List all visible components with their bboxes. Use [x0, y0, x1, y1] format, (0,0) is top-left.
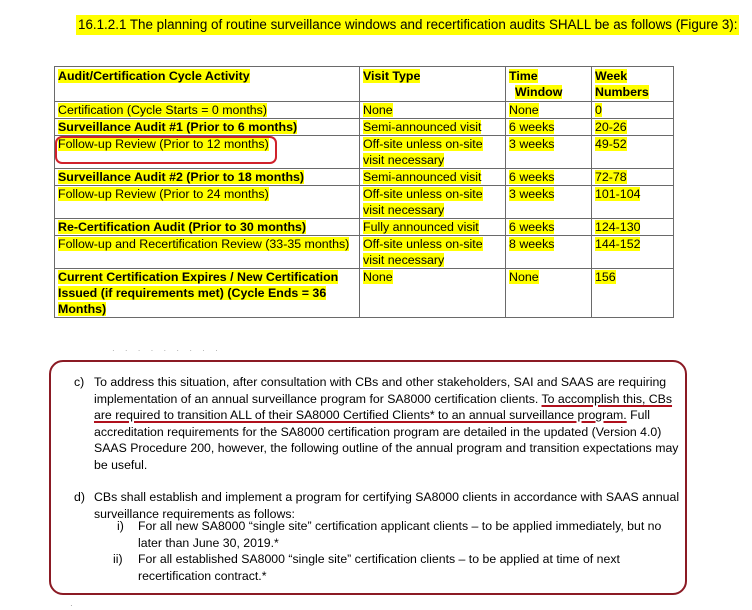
cell-activity: Follow-up and Recertification Review (33-35 months)	[55, 236, 360, 269]
cell-week-numbers: 72-78	[592, 169, 674, 186]
cell-activity: Re-Certification Audit (Prior to 30 months)	[55, 219, 360, 236]
section-heading: 16.1.2.1 The planning of routine surveillance windows and recertification audits SHALL be as follows (Figure 3):	[76, 15, 739, 35]
cell-time-window: 8 weeks	[506, 236, 592, 269]
cell-activity: Surveillance Audit #2 (Prior to 18 months)	[55, 169, 360, 186]
follow-up-annotation-circle	[55, 136, 277, 164]
item-c-label: c)	[74, 375, 85, 389]
item-i-label: i)	[117, 519, 124, 533]
item-c-text: To address this situation, after consultation with CBs and other stakeholders, SAI and SAAS are requiring implementation of an annual surveillance program for SA8000 certification clients. To accomplish this, CBs are required to transition ALL of their SA8000 Certified Clients* to an annual surveillance program. Full accreditation requirements for the SA8000 certification program are detailed in the updated (Version 4.0) SAAS Procedure 200, however, the following outline of the annual program and transition expectations may be useful.	[94, 375, 679, 472]
cell-activity: Current Certification Expires / New Certification Issued (if requirements met) (Cycle Ends = 36 Months)	[55, 269, 360, 318]
cell-time-window: 3 weeks	[506, 136, 592, 169]
item-d-label: d)	[74, 490, 85, 504]
table-row	[55, 269, 674, 318]
cell-visit-type: Off-site unless on-site visit necessary	[360, 236, 506, 269]
cell-visit-type: None	[360, 102, 506, 119]
table-row	[55, 169, 674, 186]
cell-activity: Follow-up Review (Prior to 24 months)	[55, 186, 360, 219]
table-row	[55, 119, 674, 136]
cell-visit-type: None	[360, 269, 506, 318]
item-d-text: CBs shall establish and implement a program for certifying SA8000 clients in accordance with SAAS annual surveillance requirements as follows:	[94, 490, 680, 521]
cell-time-window: None	[506, 269, 592, 318]
surveillance-schedule-table	[54, 66, 674, 318]
cell-week-numbers: 144-152	[592, 236, 674, 269]
table-row	[55, 219, 674, 236]
cell-visit-type: Semi-announced visit	[360, 169, 506, 186]
cell-week-numbers: 20-26	[592, 119, 674, 136]
cell-time-window: 3 weeks	[506, 186, 592, 219]
header-week-numbers: Week Numbers	[592, 67, 674, 102]
scan-artifact: · · · · · · · · ·	[112, 346, 222, 355]
cell-time-window: 6 weeks	[506, 119, 592, 136]
header-visit-type: Visit Type	[360, 67, 506, 102]
cell-visit-type: Fully announced visit	[360, 219, 506, 236]
cell-activity: Follow-up Review (Prior to 12 months)	[55, 136, 360, 169]
item-ii-text: For all established SA8000 “single site” certification clients – to be applied at time of next recertification contract.*	[138, 552, 620, 583]
cell-week-numbers: 156	[592, 269, 674, 318]
cell-week-numbers: 49-52	[592, 136, 674, 169]
item-i-text: For all new SA8000 “single site” certification applicant clients – to be applied immediately, but no later than June 30, 2019.*	[138, 519, 662, 550]
cell-time-window: None	[506, 102, 592, 119]
header-activity: Audit/Certification Cycle Activity	[55, 67, 360, 102]
cell-visit-type: Off-site unless on-site visit necessary	[360, 136, 506, 169]
header-time-window: Time Window	[506, 67, 592, 102]
cell-visit-type: Semi-announced visit	[360, 119, 506, 136]
cell-week-numbers: 124-130	[592, 219, 674, 236]
cell-time-window: 6 weeks	[506, 219, 592, 236]
cell-time-window: 6 weeks	[506, 169, 592, 186]
page-mark: ·	[70, 601, 73, 610]
cell-activity: Surveillance Audit #1 (Prior to 6 months)	[55, 119, 360, 136]
table-row	[55, 236, 674, 269]
table-row	[55, 102, 674, 119]
table-row	[55, 186, 674, 219]
table-header-row	[55, 67, 674, 102]
cell-visit-type: Off-site unless on-site visit necessary	[360, 186, 506, 219]
cell-week-numbers: 101-104	[592, 186, 674, 219]
cell-week-numbers: 0	[592, 102, 674, 119]
cell-activity: Certification (Cycle Starts = 0 months)	[55, 102, 360, 119]
item-ii-label: ii)	[113, 552, 123, 566]
